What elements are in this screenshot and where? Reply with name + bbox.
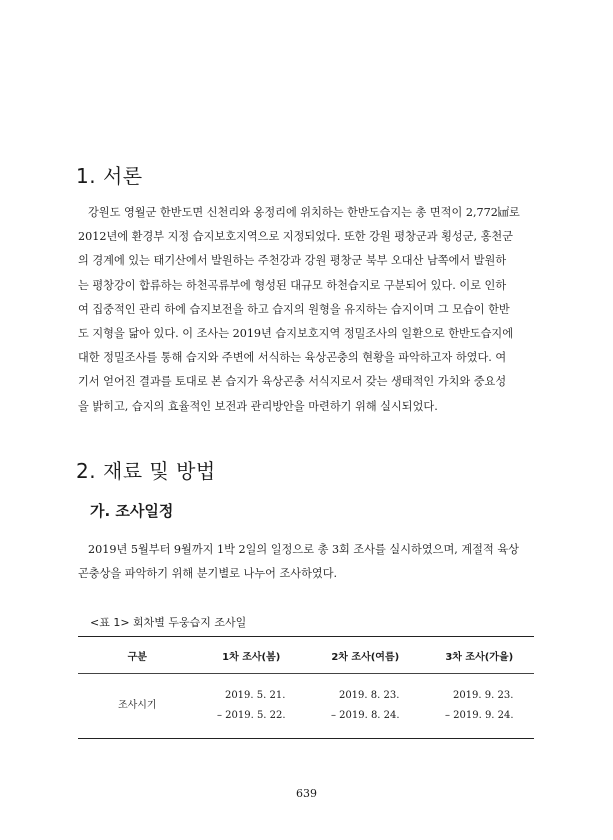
section-2-body: [78, 538, 538, 586]
body-line: 을 밝히고, 습지의 효율적인 보전과 관리방안을 마련하기 위해 실시되었다.: [78, 399, 438, 413]
table-header-cell: 3차 조사(가을): [425, 637, 534, 674]
period-start: 2019. 5. 21.: [224, 690, 286, 701]
section-1-heading: 1. 서론: [76, 164, 143, 188]
body-line: 강원도 영월군 한반도면 신천리와 옹정리에 위치하는 한반도습지는 총 면적이 2,772㎢로: [88, 206, 520, 219]
table-cell: [306, 674, 425, 739]
table-header-row: [78, 637, 534, 674]
table-header-cell: 2차 조사(여름): [306, 637, 425, 674]
body-line: 도 지형을 닮아 있다. 이 조사는 2019년 습지보호지역 정밀조사의 일환으로 한반도습지에: [78, 327, 514, 341]
table-row: [78, 674, 534, 739]
period-end: – 2019. 9. 24.: [444, 710, 514, 721]
table-caption: <표 1> 회차별 두웅습지 조사일: [90, 616, 247, 629]
body-line: 의 경계에 있는 태기산에서 발원하는 주천강과 강원 평창군 북부 오대산 남쪽에서 발원하: [78, 254, 507, 268]
body-line: 2012년에 환경부 지정 습지보호지역으로 지정되었다. 또한 강원 평창군과 횡성군, 홍천군: [78, 230, 514, 244]
body-line: 곤충상을 파악하기 위해 분기별로 나누어 조사하였다.: [78, 567, 338, 581]
page-number: 639: [296, 787, 317, 800]
table-header-cell: 1차 조사(봄): [197, 637, 306, 674]
period-end: – 2019. 8. 24.: [330, 710, 400, 721]
period-start: 2019. 8. 23.: [338, 690, 400, 701]
body-line: 2019년 5월부터 9월까지 1박 2일의 일정으로 총 3회 조사를 실시하였으며, 계절적 육상: [88, 543, 519, 556]
period-start: 2019. 9. 23.: [452, 690, 514, 701]
period-end: – 2019. 5. 22.: [216, 710, 286, 721]
body-line: 는 평창강이 합류하는 하천곡류부에 형성된 대규모 하천습지로 구분되어 있다. 이로 인하: [78, 278, 507, 292]
body-line: 대한 정밀조사를 통해 습지와 주변에 서식하는 육상곤충의 현황을 파악하고자 하였다. 여: [78, 351, 507, 365]
table-cell: [425, 674, 534, 739]
body-line: 기서 얻어진 결과를 토대로 본 습지가 육상곤충 서식지로서 갖는 생태적인 가치와 중요성: [78, 375, 507, 389]
table-header-cell: 구분: [78, 637, 197, 674]
section-2-heading: 2. 재료 및 방법: [76, 459, 216, 483]
table-cell: [197, 674, 306, 739]
section-1-body: [78, 201, 538, 419]
body-line: 여 집중적인 관리 하에 습지보전을 하고 습지의 원형을 유지하는 습지이며 그 모습이 한반: [78, 302, 510, 316]
table-row-label: 조사시기: [78, 674, 197, 739]
subsection-heading: 가. 조사일정: [90, 502, 174, 520]
survey-schedule-table: [78, 636, 534, 739]
